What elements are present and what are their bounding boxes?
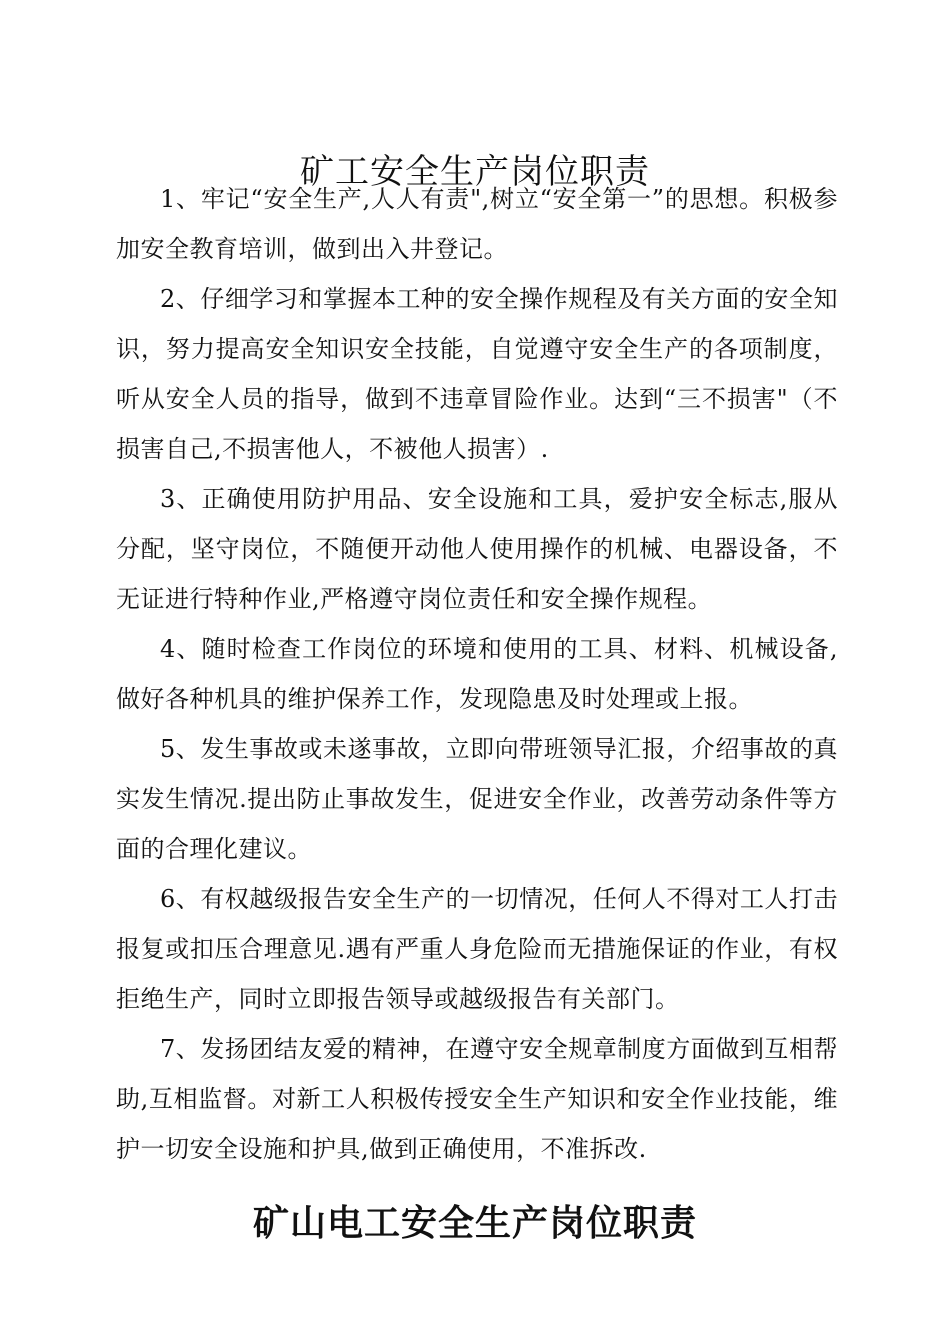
paragraph-1: 1、牢记“安全生产,人人有责",树立“安全第一”的思想。积极参加安全教育培训，做到出入井登记。 <box>116 185 838 263</box>
paragraph-5: 5、发生事故或未遂事故，立即向带班领导汇报，介绍事故的真实发生情况.提出防止事故发生，促进安全作业，改善劳动条件等方面的合理化建议。 <box>116 735 838 863</box>
paragraph-7: 7、发扬团结友爱的精神，在遵守安全规章制度方面做到互相帮助,互相监督。对新工人积极传授安全生产知识和安全作业技能，维护一切安全设施和护具,做到正确使用，不准拆改. <box>116 1035 838 1163</box>
paragraph-3: 3、正确使用防护用品、安全设施和工具，爱护安全标志,服从分配，坚守岗位，不随便开动他人使用操作的机械、电器设备，不无证进行特种作业,严格遵守岗位责任和安全操作规程。 <box>116 485 838 613</box>
paragraph-2: 2、仔细学习和掌握本工种的安全操作规程及有关方面的安全知识，努力提高安全知识安全技能，自觉遵守安全生产的各项制度，听从安全人员的指导，做到不违章冒险作业。达到“三不损害"（不损害自己,不损害他人，不被他人损害）. <box>116 285 838 463</box>
section-title: 矿山电工安全生产岗位职责 <box>252 1201 697 1244</box>
document-title: 矿工安全生产岗位职责 <box>300 151 650 192</box>
document-body <box>116 174 838 1174</box>
paragraph-6: 6、有权越级报告安全生产的一切情况，任何人不得对工人打击报复或扣压合理意见.遇有严重人身危险而无措施保证的作业，有权拒绝生产，同时立即报告领导或越级报告有关部门。 <box>116 885 838 1013</box>
paragraph-4: 4、随时检查工作岗位的环境和使用的工具、材料、机械设备,做好各种机具的维护保养工作，发现隐患及时处理或上报。 <box>116 635 838 713</box>
